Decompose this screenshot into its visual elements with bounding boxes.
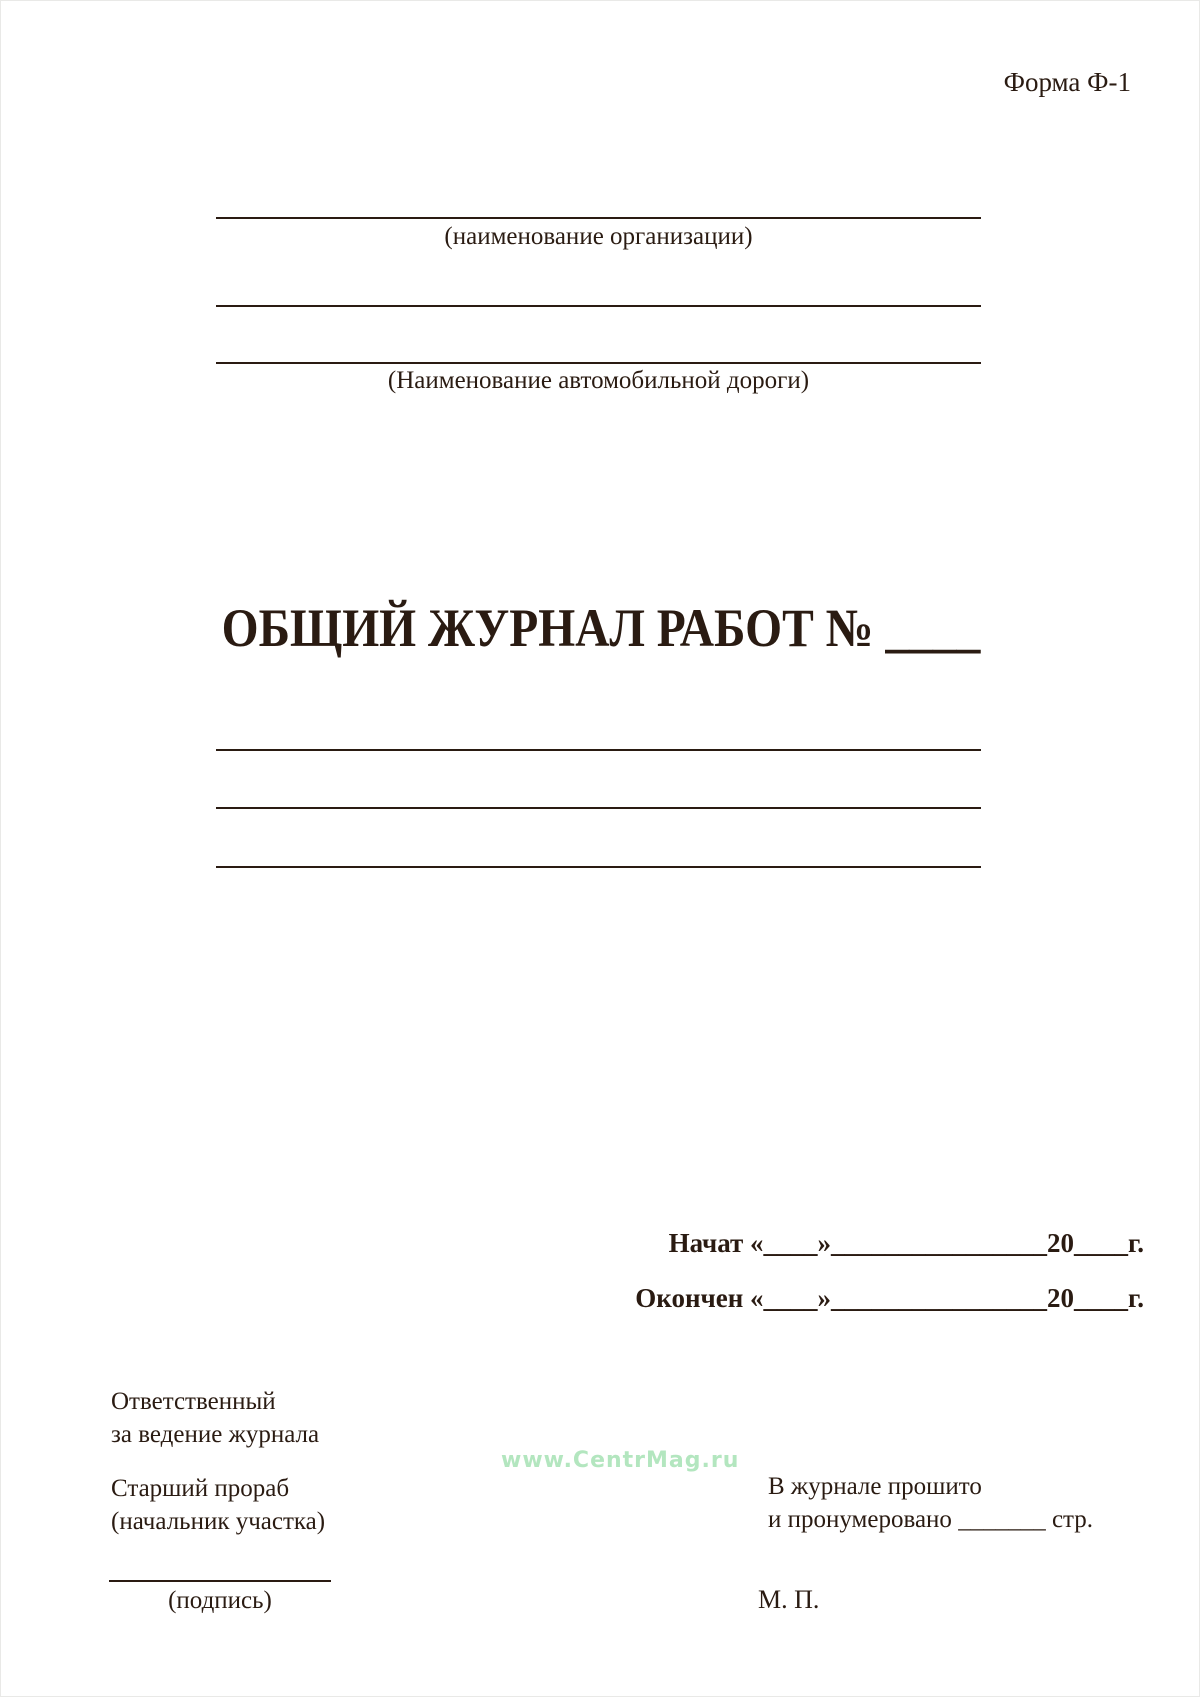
signature-blank-line <box>109 1580 331 1582</box>
journal-number-blank: ____ <box>885 598 981 658</box>
foreman-position-block <box>111 1472 325 1538</box>
road-name-caption: (Наименование автомобильной дороги) <box>387 367 810 394</box>
journal-info-blank-line-1 <box>216 749 981 751</box>
org-name-blank-line <box>216 217 981 219</box>
centrmag-watermark: www.CentrMag.ru <box>501 1448 740 1473</box>
road-name-blank-line <box>216 362 981 364</box>
responsible-person-block <box>111 1385 319 1451</box>
responsible-line-1: Ответственный <box>111 1388 276 1415</box>
responsible-line-2: за ведение журнала <box>111 1421 320 1448</box>
form-code-label: Форма Ф-1 <box>1003 67 1131 97</box>
org-name-blank-line-2 <box>216 305 981 307</box>
date-started-line: Начат «____»________________20____г. <box>668 1228 1144 1258</box>
org-name-caption: (наименование организации) <box>444 223 753 250</box>
journal-info-blank-line-3 <box>216 866 981 868</box>
stamp-place-label: М. П. <box>758 1585 820 1614</box>
journal-info-blank-line-2 <box>216 807 981 809</box>
binding-line-2 <box>768 1503 1093 1536</box>
pages-count-blank: _______ <box>958 1506 1046 1533</box>
date-finished-line: Окончен «____»________________20____г. <box>635 1283 1144 1313</box>
binding-line-2-suffix: стр. <box>1051 1506 1094 1533</box>
signature-caption: (подпись) <box>168 1587 272 1614</box>
page-title <box>73 597 1129 659</box>
foreman-line-1: Старший прораб <box>111 1475 290 1502</box>
page-title-text: ОБЩИЙ ЖУРНАЛ РАБОТ № <box>221 598 874 658</box>
binding-info-block <box>768 1470 1093 1536</box>
binding-line-1: В журнале прошито <box>768 1473 982 1500</box>
binding-line-2-prefix: и пронумеровано <box>768 1506 952 1533</box>
foreman-line-2: (начальник участка) <box>111 1508 326 1535</box>
